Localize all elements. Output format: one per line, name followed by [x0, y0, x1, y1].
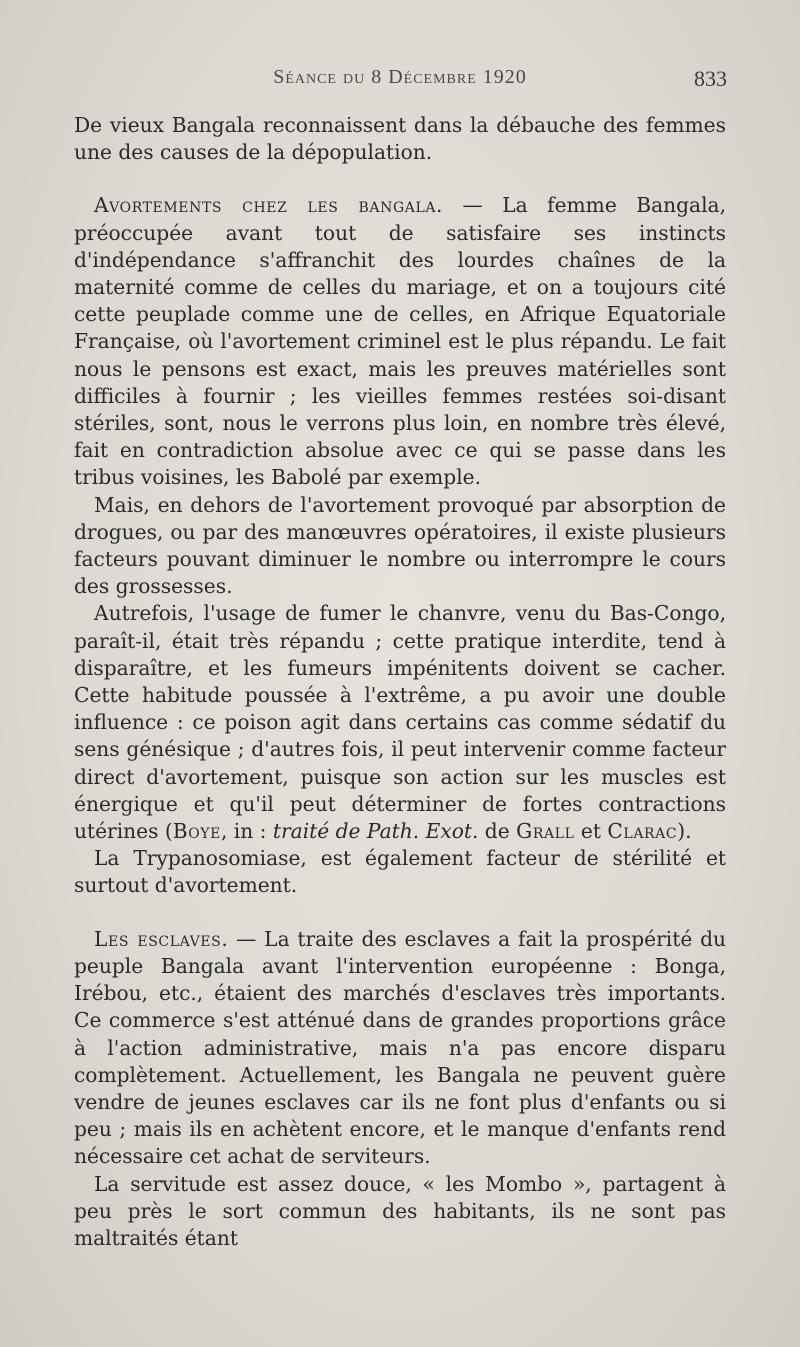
paragraph-3: Mais, en dehors de l'avortement provoqué par absorption de drogues, ou par des manœuvres opératoires, il existe plusieurs facteurs pouvant diminuer le nombre ou interrompre le cours des grossesses.	[74, 492, 726, 599]
paragraph-5: La Trypanosomiase, est également facteur de stérilité et surtout d'avortement.	[74, 846, 726, 898]
book-title: traité de Path. Exot.	[272, 819, 479, 844]
paragraph-abortions-text: — La femme Bangala, préoccupée avant tout de satisfaire ses instincts d'indépendance s'affranchit des lourdes chaînes de la maternité comme de celles du mariage, et on a toujours cité cette peuplade comme une de celles, en Afrique Equatoriale Française, où l'avortement criminel est le plus répandu. Le fait nous le pensons est exact, mais les preuves matérielles sont difficiles à fournir ; les vieilles femmes restées soi-disant stériles, sont, nous le verrons plus loin, en nombre très élevé, fait en contradiction absolue avec ce qui se passe dans les tribus voisines, les Babolé par exemple.	[74, 193, 726, 490]
body-text	[74, 112, 726, 1252]
paragraph-1: De vieux Bangala reconnaissent dans la débauche des femmes une des causes de la dépopulation.	[74, 113, 726, 165]
page-number: 833	[694, 66, 727, 91]
author-name: Clarac	[607, 819, 678, 844]
author-name: Boye	[172, 819, 221, 844]
section-heading-abortions: Avortements chez les bangala.	[94, 193, 444, 218]
paragraph-abortions	[74, 192, 726, 491]
paragraph-7: La servitude est assez douce, « les Mombo », partagent à peu près le sort commun des habitants, ils ne sont pas maltraités étant	[74, 1171, 726, 1250]
paragraph-hemp: Autrefois, l'usage de fumer le chanvre, venu du Bas-Congo, paraît-il, était très répandu ; cette pratique interdite, tend à disparaître, et les fumeurs impénitents doivent se cacher. Cette habitude poussée à l'extrême, a pu avoir une double influence : ce poison agit dans certains cas comme sédatif du sens génésique ; d'autres fois, il peut intervenir comme facteur direct d'avortement, puisque son action sur les muscles est énergique et qu'il peut déterminer de fortes contractions utérines (Boye, in : traité de Path. Exot. de Grall et Clarac).	[74, 601, 726, 844]
section-heading-slaves: Les esclaves.	[94, 926, 229, 951]
paragraph-slaves-text: — La traite des esclaves a fait la prospérité du peuple Bangala avant l'intervention européenne : Bonga, Irébou, etc., étaient des marchés d'esclaves très importants. Ce commerce s'est atténué dans de grandes proportions grâce à l'action administrative, mais n'a pas encore disparu complètement. Actuellement, les Bangala ne peuvent guère vendre de jeunes esclaves car ils ne font plus d'enfants ou si peu ; mais ils en achètent encore, et le manque d'enfants rend nécessaire cet achat de serviteurs.	[74, 926, 726, 1169]
author-name: Grall	[516, 819, 575, 844]
paragraph-slaves	[74, 926, 726, 1171]
running-head: Séance du 8 Décembre 1920	[273, 66, 527, 88]
page-header	[0, 62, 800, 96]
